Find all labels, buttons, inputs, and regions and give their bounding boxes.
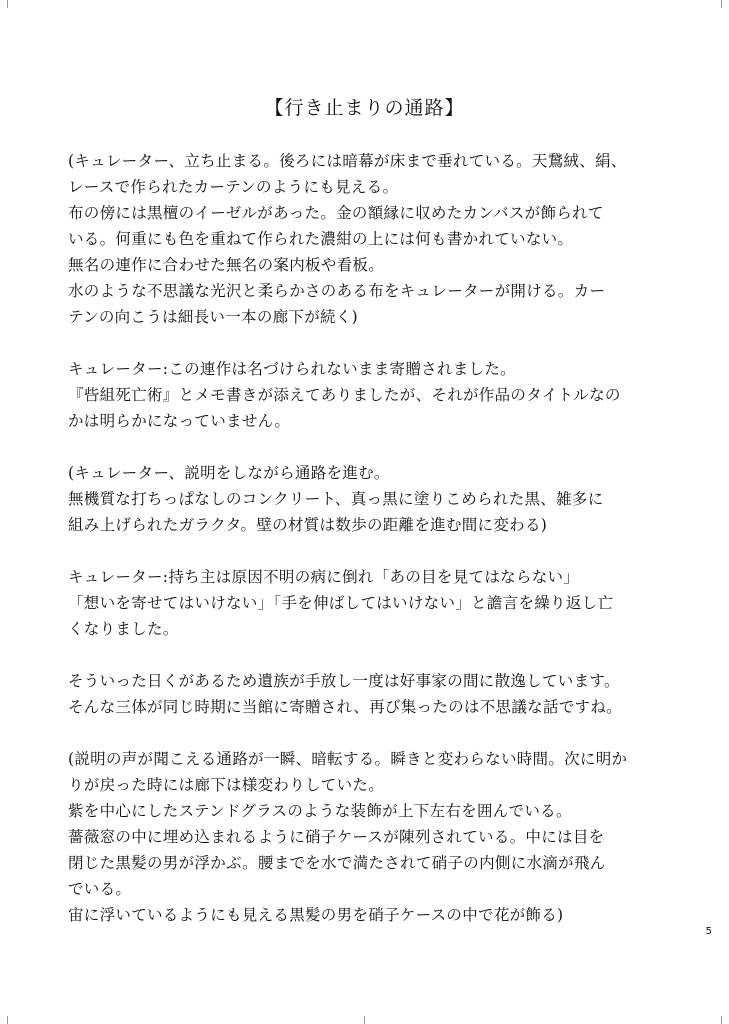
text-line: 無機質な打ちっぱなしのコンクリート、真っ黒に塗りこめられた黒、雑多に	[68, 490, 604, 508]
text-line: 薔薇窓の中に埋め込まれるように硝子ケースが陳列されている。中には目を	[68, 828, 605, 846]
text-line: 閉じた黒髪の男が浮かぶ。腰までを水で満たされて硝子の内側に水滴が飛ん	[68, 854, 606, 872]
text-line: かは明らかになっていません。	[68, 412, 291, 430]
paragraph	[68, 460, 688, 538]
text-line: (キュレーター、立ち止まる。後ろには暗幕が床まで垂れている。天鵞絨、絹、	[68, 152, 627, 170]
paragraph	[68, 356, 688, 434]
text-line: 紫を中心にしたステンドグラスのような装飾が上下左右を囲んでいる。	[68, 802, 572, 820]
text-line: そういった日くがあるため遺族が手放し一度は好事家の間に散逸しています。	[68, 672, 620, 690]
crop-mark-top-left	[7, 0, 8, 8]
text-line: 無名の連作に合わせた無名の案内板や看板。	[68, 256, 385, 274]
text-line: いる。何重にも色を重ねて作られた濃紺の上には何も書かれていない。	[68, 230, 574, 248]
text-line: テンの向こうは細長い一本の廊下が続く)	[68, 308, 358, 326]
crop-mark-top-right	[721, 0, 722, 8]
text-line: 宙に浮いているようにも見える黒髪の男を硝子ケースの中で花が飾る)	[68, 906, 564, 924]
paragraph	[68, 564, 688, 642]
text-line: (説明の声が聞こえる通路が一瞬、暗転する。瞬きと変わらない時間。次に明か	[68, 750, 628, 768]
paragraph	[68, 746, 688, 928]
text-line: キュレーター:持ち主は原因不明の病に倒れ「あの目を見てはならない」	[68, 568, 580, 586]
text-line: 水のような不思議な光沢と柔らかさのある布をキュレーターが開ける。カー	[68, 282, 606, 300]
paragraph	[68, 668, 688, 720]
crop-mark-bottom-right	[721, 1016, 722, 1024]
crop-mark-bottom-left	[7, 1016, 8, 1024]
text-line: くなりました。	[68, 620, 179, 638]
script-body	[68, 148, 688, 954]
text-line: りが戻った時には廊下は様変わりしていた。	[68, 776, 385, 794]
paragraph	[68, 148, 688, 330]
text-line: キュレーター:この連作は名づけられないまま寄贈されました。	[68, 360, 516, 378]
page-number: 5	[705, 926, 712, 937]
text-line: 『呰組死亡術』とメモ書きが添えてありましたが、それが作品のタイトルなの	[68, 386, 621, 404]
crop-mark-bottom-center	[364, 1016, 365, 1024]
text-line: 布の傍には黒檀のイーゼルがあった。金の額縁に収めたカンバスが飾られて	[68, 204, 604, 222]
text-line: 「想いを寄せてはいけない」「手を伸ばしてはいけない」と譫言を繰り返し亡	[68, 594, 614, 612]
text-line: (キュレーター、説明をしながら通路を進む。	[68, 464, 390, 482]
text-line: 組み上げられたガラクタ。壁の材質は数歩の距離を進む間に変わる)	[68, 516, 548, 534]
scene-title: 【行き止まりの通路】	[264, 97, 465, 119]
text-line: でいる。	[68, 880, 132, 898]
text-line: レースで作られたカーテンのようにも見える。	[68, 178, 399, 196]
text-line: そんな三体が同じ時期に当館に寄贈され、再び集ったのは不思議な話ですね。	[68, 698, 622, 716]
